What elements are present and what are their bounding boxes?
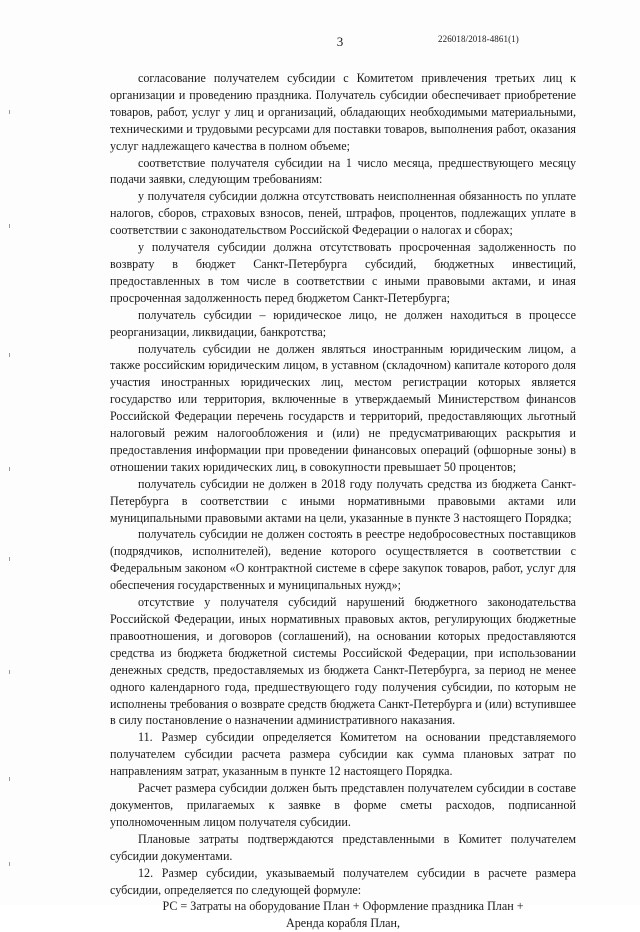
document-id: 226018/2018-4861(1) — [438, 34, 519, 44]
paragraph-no-violations: отсутствие у получателя субсидий нарушений бюджетного законодательства Российской Федерации, иных нормативных правовых актов, регулирующих бюджетные правоотношения, и договоров (соглашений), на основании которых предоставляются средства из бюджета бюджетной системы Российской Федерации, при использовании денежных средств, предоставляемых из бюджета Санкт-Петербурга, за период не менее одного календарного года, предшествующего году получения субсидии, по которым не исполнены требования о возврате средств бюджета Санкт-Петербурга и (или) вступившее в силу постановление о назначении административного наказания. — [110, 595, 576, 728]
document-body — [110, 68, 576, 932]
margin-mark — [9, 110, 10, 114]
paragraph-third-party-agreement: согласование получателем субсидии с Комитетом привлечения третьих лиц к организации и проведению праздника. Получатель субсидии обеспечивает приобретение товаров, работ, услуг у лиц и организаций, обладающих необходимыми материальными, техническими и трудовыми ресурсами для поставки товаров, выполнения работ, оказания услуг надлежащего качества в полном объеме; — [110, 71, 576, 153]
margin-mark — [9, 862, 10, 866]
paragraph-not-in-registry: получатель субсидии не должен состоять в реестре недобросовестных поставщиков (подрядчиков, исполнителей), ведение которого осуществляется в соответствии с Федеральным законом «О контрактной системе в сфере закупок товаров, работ, услуг для обеспечения государственных и муниципальных нужд»; — [110, 527, 576, 593]
paragraph-not-foreign-entity: получатель субсидии не должен являться иностранным юридическим лицом, а также российским юридическим лицом, в уставном (складочном) капитале которого доля участия иностранных юридических лиц, местом регистрации которых является государство или территория, включенные в утверждаемый Министерством финансов Российской Федерации перечень государств и территорий, предоставляющих льготный налоговый режим налогообложения и (или) не предусматривающих раскрытия и предоставления информации при проведении финансовых операций (офшорные зоны) в отношении таких юридических лиц, в совокупности превышает 50 процентов; — [110, 341, 576, 474]
formula-line-2: Аренда корабля План, — [286, 916, 400, 931]
paragraph-planned-costs: Плановые затраты подтверждаются представленными в Комитет получателем субсидии документами. — [110, 831, 576, 863]
paragraph-requirements-intro: соответствие получателя субсидии на 1 число месяца, предшествующего месяцу подачи заявки, следующим требованиям: — [110, 155, 576, 187]
paragraph-no-reorganization: получатель субсидии – юридическое лицо, не должен находиться в процессе реорганизации, ликвидации, банкротства; — [110, 307, 576, 339]
paragraph-no-overdue-debt: у получателя субсидии должна отсутствовать просроченная задолженность по возврату в бюджет Санкт-Петербурга субсидий, бюджетных инвестиций, предоставленных в том числе в соответствии с иными правовыми актами, и иная просроченная задолженность перед бюджетом Санкт-Петербурга; — [110, 240, 576, 305]
paragraph-clause-12: 12. Размер субсидии, указываемый получателем субсидии в расчете размера субсидии, определяется по следующей формуле: — [110, 865, 576, 897]
formula-line-1: РС = Затраты на оборудование План + Оформление праздника План + — [162, 899, 524, 914]
margin-mark — [9, 224, 10, 228]
margin-mark — [9, 670, 10, 674]
page-number: 3 — [336, 34, 344, 49]
paragraph-calculation: Расчет размера субсидии должен быть представлен получателем субсидии в составе документов, прилагаемых к заявке в форме сметы расходов, подписанной уполномоченным лицом получателя субсидии. — [110, 781, 576, 829]
paragraph-clause-11: 11. Размер субсидии определяется Комитетом на основании представляемого получателем субсидии расчета размера субсидии как сумма плановых затрат по направлениям затрат, указанным в пункте 12 настоящего Порядка. — [110, 730, 576, 779]
paragraph-no-tax-debt: у получателя субсидии должна отсутствовать неисполненная обязанность по уплате налогов, сборов, страховых взносов, пеней, штрафов, процентов, подлежащих уплате в соответствии с законодательством Российской Федерации о налогах и сборах; — [110, 189, 576, 238]
margin-mark — [9, 557, 10, 561]
margin-mark — [9, 353, 10, 357]
margin-mark — [9, 777, 10, 781]
paragraph-no-other-funds: получатель субсидии не должен в 2018 году получать средства из бюджета Санкт-Петербурга в соответствии с иными нормативными правовыми актами или муниципальными правовыми актами на цели, указанные в пункте 3 настоящего Порядка; — [110, 476, 576, 525]
margin-mark — [9, 467, 10, 471]
